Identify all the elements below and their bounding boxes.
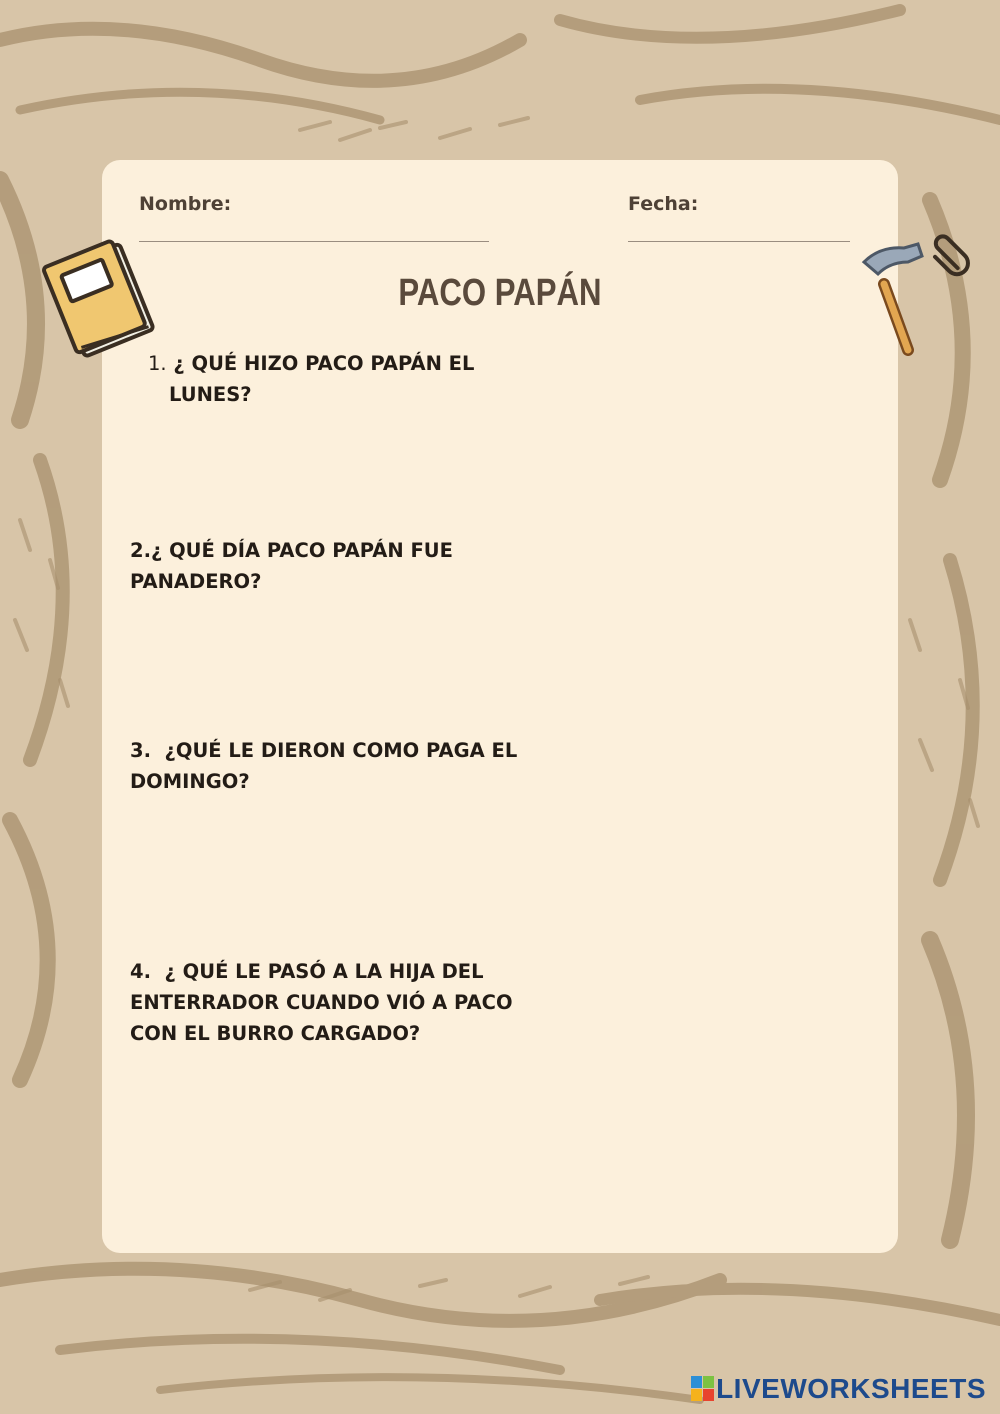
liveworksheets-logo-icon (691, 1376, 715, 1402)
worksheet-card (102, 160, 898, 1253)
name-input-line[interactable] (139, 241, 489, 242)
liveworksheets-watermark[interactable]: LIVEWORKSHEETS (716, 1373, 986, 1404)
question-3 (130, 735, 530, 797)
question-3-line-1: 3. ¿QUÉ LE DIERON COMO PAGA EL (130, 739, 518, 762)
question-1-number: 1. (148, 352, 167, 375)
question-1 (148, 348, 548, 410)
paperclip-icon (926, 228, 978, 280)
date-label: Fecha: (628, 193, 699, 215)
name-label: Nombre: (139, 193, 232, 215)
question-3-line-2: DOMINGO? (130, 770, 250, 793)
question-1-line-1: ¿ QUÉ HIZO PACO PAPÁN EL (173, 352, 475, 375)
question-4 (130, 956, 530, 1049)
question-2 (130, 535, 530, 597)
question-2-line-1: 2.¿ QUÉ DÍA PACO PAPÁN FUE (130, 539, 453, 562)
page-title: PACO PAPÁN (398, 272, 602, 314)
question-4-line-2: ENTERRADOR CUANDO VIÓ A PACO (130, 991, 513, 1014)
date-input-line[interactable] (628, 241, 850, 242)
question-4-line-3: CON EL BURRO CARGADO? (130, 1022, 421, 1045)
question-1-line-2: LUNES? (169, 383, 252, 406)
question-4-line-1: 4. ¿ QUÉ LE PASÓ A LA HIJA DEL (130, 960, 484, 983)
question-2-line-2: PANADERO? (130, 570, 262, 593)
